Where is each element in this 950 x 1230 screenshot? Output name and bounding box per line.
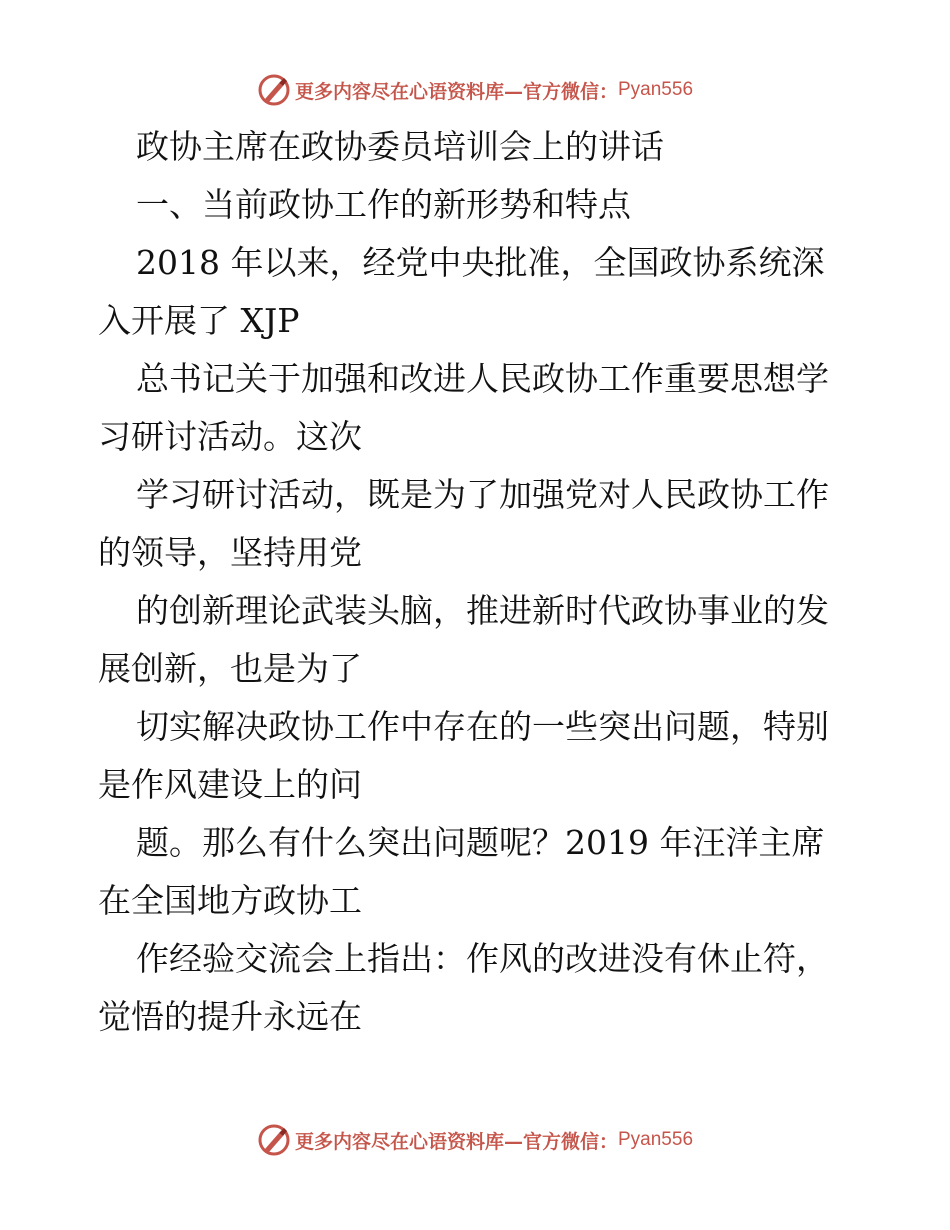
paragraph [98, 466, 858, 582]
paragraph-line: 在全国地方政协工 [98, 881, 362, 920]
paragraph-line: 作经验交流会上指出：作风的改进没有休止符， [136, 939, 829, 978]
pen-logo-icon [257, 73, 291, 107]
document-title [98, 118, 858, 176]
paragraph-line: 2018 年以来，经党中央批准，全国政协系统深 [136, 243, 825, 282]
watermark-wechat-id: Pyan556 [618, 79, 694, 100]
paragraph [98, 814, 858, 930]
paragraph-line: 题。那么有什么突出问题呢？2019 年汪洋主席 [136, 823, 825, 862]
section-heading [98, 176, 858, 234]
watermark-wechat-id: Pyan556 [618, 1129, 694, 1150]
paragraph-line: 习研讨活动。这次 [98, 417, 362, 456]
paragraph [98, 350, 858, 466]
watermark-text: 更多内容尽在心语资料库—官方微信： [294, 80, 618, 103]
document-body [98, 118, 858, 1046]
paragraph-line: 展创新，也是为了 [98, 649, 362, 688]
paragraph-line: 学习研讨活动，既是为了加强党对人民政协工作 [136, 475, 829, 514]
paragraph [98, 930, 858, 1046]
paragraph-line: 总书记关于加强和改进人民政协工作重要思想学 [136, 359, 829, 398]
paragraph-line: 切实解决政协工作中存在的一些突出问题，特别 [136, 707, 829, 746]
watermark-text: 更多内容尽在心语资料库—官方微信： [294, 1130, 618, 1153]
paragraph-line: 觉悟的提升永远在 [98, 997, 362, 1036]
heading-text: 一、当前政协工作的新形势和特点 [136, 185, 631, 224]
paragraph-line: 的领导，坚持用党 [98, 533, 362, 572]
paragraph-line: 是作风建设上的问 [98, 765, 362, 804]
title-text: 政协主席在政协委员培训会上的讲话 [136, 127, 664, 166]
paragraph-line: 的创新理论武装头脑，推进新时代政协事业的发 [136, 591, 829, 630]
footer-watermark [0, 1120, 950, 1160]
pen-logo-icon [257, 1123, 291, 1157]
paragraph-line: 入开展了 XJP [98, 301, 300, 340]
paragraph [98, 234, 858, 350]
header-watermark [0, 70, 950, 110]
paragraph [98, 698, 858, 814]
paragraph [98, 582, 858, 698]
